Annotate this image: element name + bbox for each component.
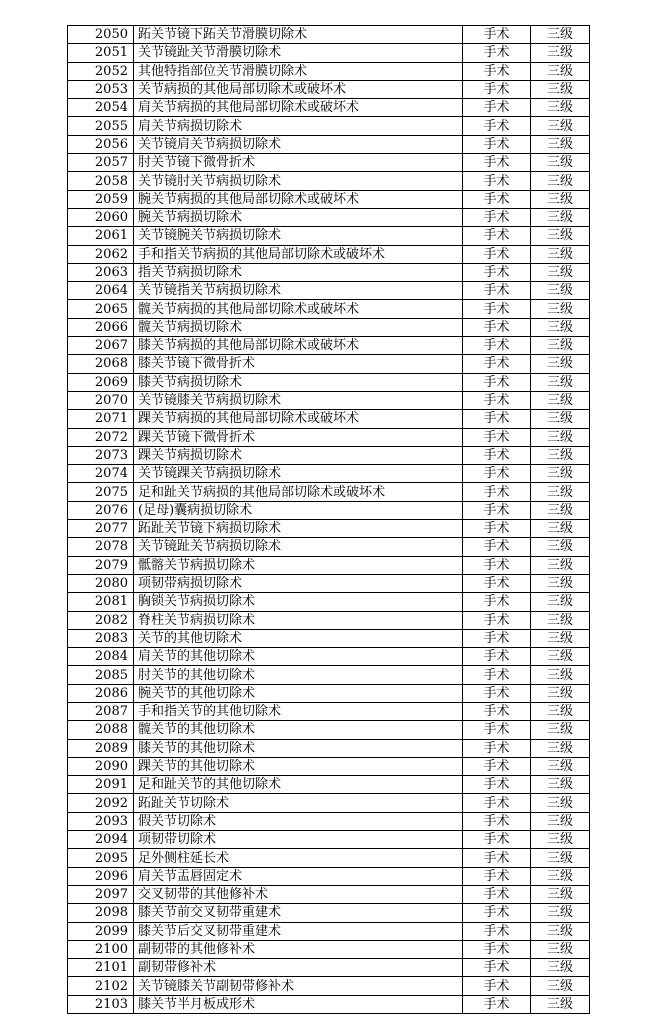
- procedure-name-cell: 跖趾关节镜下病损切除术: [134, 520, 463, 538]
- table-row: [68, 831, 590, 849]
- procedure-type-cell: 手术: [463, 849, 531, 867]
- procedure-name-cell: 肘关节镜下微骨折术: [134, 154, 463, 172]
- row-number-cell: 2059: [68, 190, 134, 208]
- table-row: [68, 794, 590, 812]
- procedure-name-cell: 跖趾关节切除术: [134, 794, 463, 812]
- table-row: [68, 940, 590, 958]
- procedure-name-cell: 关节病损的其他局部切除术或破坏术: [134, 80, 463, 98]
- procedure-level-cell: 三级: [531, 227, 590, 245]
- table-row: [68, 410, 590, 428]
- procedure-name-cell: 踝关节病损切除术: [134, 446, 463, 464]
- procedure-level-cell: 三级: [531, 940, 590, 958]
- procedure-level-cell: 三级: [531, 757, 590, 775]
- procedure-level-cell: 三级: [531, 208, 590, 226]
- procedure-level-cell: 三级: [531, 263, 590, 281]
- procedure-name-cell: 膝关节的其他切除术: [134, 739, 463, 757]
- procedure-level-cell: 三级: [531, 282, 590, 300]
- procedure-level-cell: 三级: [531, 831, 590, 849]
- procedure-level-cell: 三级: [531, 977, 590, 995]
- table-row: [68, 757, 590, 775]
- procedure-name-cell: 关节镜肘关节病损切除术: [134, 172, 463, 190]
- procedure-name-cell: 膝关节镜下微骨折术: [134, 355, 463, 373]
- procedure-type-cell: 手术: [463, 922, 531, 940]
- table-row: [68, 428, 590, 446]
- table-row: [68, 227, 590, 245]
- procedure-name-cell: 足外侧柱延长术: [134, 849, 463, 867]
- procedure-type-cell: 手术: [463, 574, 531, 592]
- row-number-cell: 2063: [68, 263, 134, 281]
- row-number-cell: 2055: [68, 117, 134, 135]
- procedure-name-cell: 关节镜肩关节病损切除术: [134, 135, 463, 153]
- table-row: [68, 867, 590, 885]
- procedure-name-cell: 骶髂关节病损切除术: [134, 556, 463, 574]
- table-row: [68, 648, 590, 666]
- procedure-type-cell: 手术: [463, 995, 531, 1013]
- table-row: [68, 172, 590, 190]
- procedure-type-cell: 手术: [463, 172, 531, 190]
- procedure-type-cell: 手术: [463, 629, 531, 647]
- procedure-level-cell: 三级: [531, 135, 590, 153]
- table-row: [68, 721, 590, 739]
- table-row: [68, 26, 590, 44]
- procedure-type-cell: 手术: [463, 337, 531, 355]
- procedure-name-cell: 髋关节的其他切除术: [134, 721, 463, 739]
- procedure-level-cell: 三级: [531, 501, 590, 519]
- procedure-type-cell: 手术: [463, 282, 531, 300]
- procedure-level-cell: 三级: [531, 648, 590, 666]
- table-row: [68, 300, 590, 318]
- row-number-cell: 2065: [68, 300, 134, 318]
- procedure-type-cell: 手术: [463, 355, 531, 373]
- table-row: [68, 190, 590, 208]
- procedure-name-cell: 肩关节病损的其他局部切除术或破坏术: [134, 99, 463, 117]
- row-number-cell: 2056: [68, 135, 134, 153]
- procedure-type-cell: 手术: [463, 501, 531, 519]
- procedure-type-cell: 手术: [463, 410, 531, 428]
- table-row: [68, 629, 590, 647]
- procedure-type-cell: 手术: [463, 812, 531, 830]
- procedure-type-cell: 手术: [463, 831, 531, 849]
- procedure-type-cell: 手术: [463, 117, 531, 135]
- procedure-name-cell: 膝关节病损的其他局部切除术或破坏术: [134, 337, 463, 355]
- procedure-level-cell: 三级: [531, 373, 590, 391]
- procedure-type-cell: 手术: [463, 483, 531, 501]
- row-number-cell: 2076: [68, 501, 134, 519]
- row-number-cell: 2068: [68, 355, 134, 373]
- table-row: [68, 318, 590, 336]
- procedure-level-cell: 三级: [531, 666, 590, 684]
- table-row: [68, 849, 590, 867]
- procedure-name-cell: 腕关节的其他切除术: [134, 684, 463, 702]
- procedure-name-cell: 手和指关节病损的其他局部切除术或破坏术: [134, 245, 463, 263]
- row-number-cell: 2069: [68, 373, 134, 391]
- procedure-level-cell: 三级: [531, 465, 590, 483]
- row-number-cell: 2053: [68, 80, 134, 98]
- row-number-cell: 2100: [68, 940, 134, 958]
- procedure-name-cell: 踝关节的其他切除术: [134, 757, 463, 775]
- row-number-cell: 2050: [68, 26, 134, 44]
- procedure-level-cell: 三级: [531, 611, 590, 629]
- procedure-type-cell: 手术: [463, 648, 531, 666]
- row-number-cell: 2070: [68, 391, 134, 409]
- procedure-level-cell: 三级: [531, 867, 590, 885]
- row-number-cell: 2079: [68, 556, 134, 574]
- procedure-type-cell: 手术: [463, 593, 531, 611]
- table-row: [68, 593, 590, 611]
- row-number-cell: 2088: [68, 721, 134, 739]
- procedure-level-cell: 三级: [531, 776, 590, 794]
- procedure-level-cell: 三级: [531, 593, 590, 611]
- procedure-level-cell: 三级: [531, 62, 590, 80]
- procedure-name-cell: 副韧带的其他修补术: [134, 940, 463, 958]
- procedure-name-cell: 膝关节前交叉韧带重建术: [134, 904, 463, 922]
- table-row: [68, 80, 590, 98]
- procedure-name-cell: 胸锁关节病损切除术: [134, 593, 463, 611]
- row-number-cell: 2058: [68, 172, 134, 190]
- procedure-type-cell: 手术: [463, 428, 531, 446]
- procedure-name-cell: 跖关节镜下跖关节滑膜切除术: [134, 26, 463, 44]
- procedure-level-cell: 三级: [531, 483, 590, 501]
- procedure-level-cell: 三级: [531, 904, 590, 922]
- row-number-cell: 2081: [68, 593, 134, 611]
- row-number-cell: 2103: [68, 995, 134, 1013]
- procedure-name-cell: 副韧带修补术: [134, 959, 463, 977]
- procedure-level-cell: 三级: [531, 80, 590, 98]
- row-number-cell: 2090: [68, 757, 134, 775]
- procedure-level-cell: 三级: [531, 337, 590, 355]
- row-number-cell: 2097: [68, 885, 134, 903]
- row-number-cell: 2072: [68, 428, 134, 446]
- row-number-cell: 2082: [68, 611, 134, 629]
- table-row: [68, 977, 590, 995]
- procedure-level-cell: 三级: [531, 99, 590, 117]
- procedure-name-cell: 手和指关节的其他切除术: [134, 702, 463, 720]
- procedure-level-cell: 三级: [531, 556, 590, 574]
- procedure-level-cell: 三级: [531, 428, 590, 446]
- procedure-type-cell: 手术: [463, 190, 531, 208]
- procedure-name-cell: 腕关节病损切除术: [134, 208, 463, 226]
- procedure-name-cell: 项韧带切除术: [134, 831, 463, 849]
- procedure-type-cell: 手术: [463, 318, 531, 336]
- table-row: [68, 922, 590, 940]
- procedure-name-cell: 腕关节病损的其他局部切除术或破坏术: [134, 190, 463, 208]
- table-row: [68, 44, 590, 62]
- procedure-type-cell: 手术: [463, 465, 531, 483]
- row-number-cell: 2064: [68, 282, 134, 300]
- procedure-level-cell: 三级: [531, 684, 590, 702]
- procedure-name-cell: 膝关节半月板成形术: [134, 995, 463, 1013]
- procedure-name-cell: 关节镜腕关节病损切除术: [134, 227, 463, 245]
- procedure-level-cell: 三级: [531, 410, 590, 428]
- procedure-type-cell: 手术: [463, 757, 531, 775]
- procedure-type-cell: 手术: [463, 227, 531, 245]
- table-row: [68, 99, 590, 117]
- procedure-name-cell: 肩关节病损切除术: [134, 117, 463, 135]
- procedure-level-cell: 三级: [531, 520, 590, 538]
- table-row: [68, 538, 590, 556]
- table-row: [68, 135, 590, 153]
- procedure-level-cell: 三级: [531, 245, 590, 263]
- row-number-cell: 2052: [68, 62, 134, 80]
- procedure-level-cell: 三级: [531, 922, 590, 940]
- procedure-name-cell: 其他特指部位关节滑膜切除术: [134, 62, 463, 80]
- procedure-level-cell: 三级: [531, 721, 590, 739]
- row-number-cell: 2086: [68, 684, 134, 702]
- procedure-table: [67, 25, 590, 1014]
- row-number-cell: 2077: [68, 520, 134, 538]
- row-number-cell: 2098: [68, 904, 134, 922]
- procedure-type-cell: 手术: [463, 245, 531, 263]
- table-row: [68, 776, 590, 794]
- table-row: [68, 666, 590, 684]
- procedure-name-cell: 关节镜膝关节病损切除术: [134, 391, 463, 409]
- row-number-cell: 2095: [68, 849, 134, 867]
- procedure-type-cell: 手术: [463, 867, 531, 885]
- procedure-type-cell: 手术: [463, 154, 531, 172]
- table-row: [68, 702, 590, 720]
- procedure-name-cell: 关节镜踝关节病损切除术: [134, 465, 463, 483]
- table-row: [68, 684, 590, 702]
- procedure-level-cell: 三级: [531, 702, 590, 720]
- row-number-cell: 2057: [68, 154, 134, 172]
- procedure-level-cell: 三级: [531, 574, 590, 592]
- table-row: [68, 556, 590, 574]
- table-row: [68, 904, 590, 922]
- procedure-name-cell: 踝关节镜下微骨折术: [134, 428, 463, 446]
- procedure-name-cell: 关节镜趾关节滑膜切除术: [134, 44, 463, 62]
- procedure-level-cell: 三级: [531, 995, 590, 1013]
- procedure-type-cell: 手术: [463, 776, 531, 794]
- procedure-type-cell: 手术: [463, 300, 531, 318]
- row-number-cell: 2091: [68, 776, 134, 794]
- table-row: [68, 959, 590, 977]
- table-row: [68, 62, 590, 80]
- procedure-type-cell: 手术: [463, 373, 531, 391]
- procedure-level-cell: 三级: [531, 959, 590, 977]
- procedure-level-cell: 三级: [531, 739, 590, 757]
- procedure-type-cell: 手术: [463, 208, 531, 226]
- procedure-level-cell: 三级: [531, 885, 590, 903]
- table-row: [68, 245, 590, 263]
- row-number-cell: 2094: [68, 831, 134, 849]
- row-number-cell: 2101: [68, 959, 134, 977]
- procedure-name-cell: 髋关节病损切除术: [134, 318, 463, 336]
- row-number-cell: 2099: [68, 922, 134, 940]
- row-number-cell: 2092: [68, 794, 134, 812]
- row-number-cell: 2066: [68, 318, 134, 336]
- procedure-level-cell: 三级: [531, 391, 590, 409]
- table-row: [68, 373, 590, 391]
- row-number-cell: 2087: [68, 702, 134, 720]
- row-number-cell: 2078: [68, 538, 134, 556]
- procedure-name-cell: 项韧带病损切除术: [134, 574, 463, 592]
- table-row: [68, 282, 590, 300]
- procedure-name-cell: 关节镜膝关节副韧带修补术: [134, 977, 463, 995]
- procedure-level-cell: 三级: [531, 154, 590, 172]
- row-number-cell: 2060: [68, 208, 134, 226]
- procedure-type-cell: 手术: [463, 135, 531, 153]
- procedure-name-cell: 脊柱关节病损切除术: [134, 611, 463, 629]
- procedure-type-cell: 手术: [463, 263, 531, 281]
- table-row: [68, 263, 590, 281]
- table-row: [68, 574, 590, 592]
- procedure-name-cell: 膝关节病损切除术: [134, 373, 463, 391]
- procedure-type-cell: 手术: [463, 520, 531, 538]
- procedure-name-cell: 关节镜趾关节病损切除术: [134, 538, 463, 556]
- table-row: [68, 446, 590, 464]
- procedure-type-cell: 手术: [463, 611, 531, 629]
- procedure-level-cell: 三级: [531, 117, 590, 135]
- procedure-type-cell: 手术: [463, 538, 531, 556]
- procedure-name-cell: 肩关节的其他切除术: [134, 648, 463, 666]
- row-number-cell: 2073: [68, 446, 134, 464]
- procedure-type-cell: 手术: [463, 885, 531, 903]
- procedure-name-cell: 肘关节的其他切除术: [134, 666, 463, 684]
- row-number-cell: 2080: [68, 574, 134, 592]
- procedure-type-cell: 手术: [463, 721, 531, 739]
- procedure-level-cell: 三级: [531, 446, 590, 464]
- procedure-level-cell: 三级: [531, 190, 590, 208]
- table-row: [68, 337, 590, 355]
- procedure-level-cell: 三级: [531, 26, 590, 44]
- row-number-cell: 2083: [68, 629, 134, 647]
- table-row: [68, 885, 590, 903]
- procedure-name-cell: 假关节切除术: [134, 812, 463, 830]
- row-number-cell: 2085: [68, 666, 134, 684]
- procedure-level-cell: 三级: [531, 538, 590, 556]
- table-row: [68, 154, 590, 172]
- procedure-level-cell: 三级: [531, 849, 590, 867]
- procedure-name-cell: 足和趾关节病损的其他局部切除术或破坏术: [134, 483, 463, 501]
- procedure-name-cell: 交叉韧带的其他修补术: [134, 885, 463, 903]
- procedure-name-cell: 关节镜指关节病损切除术: [134, 282, 463, 300]
- row-number-cell: 2084: [68, 648, 134, 666]
- procedure-type-cell: 手术: [463, 556, 531, 574]
- table-row: [68, 355, 590, 373]
- procedure-level-cell: 三级: [531, 44, 590, 62]
- table-row: [68, 117, 590, 135]
- row-number-cell: 2054: [68, 99, 134, 117]
- procedure-level-cell: 三级: [531, 318, 590, 336]
- procedure-type-cell: 手术: [463, 794, 531, 812]
- row-number-cell: 2061: [68, 227, 134, 245]
- procedure-type-cell: 手术: [463, 99, 531, 117]
- procedure-name-cell: 关节的其他切除术: [134, 629, 463, 647]
- table-row: [68, 501, 590, 519]
- row-number-cell: 2093: [68, 812, 134, 830]
- table-row: [68, 391, 590, 409]
- table-row: [68, 739, 590, 757]
- procedure-name-cell: 髋关节病损的其他局部切除术或破坏术: [134, 300, 463, 318]
- procedure-name-cell: 踝关节病损的其他局部切除术或破坏术: [134, 410, 463, 428]
- procedure-name-cell: 足和趾关节的其他切除术: [134, 776, 463, 794]
- table-row: [68, 465, 590, 483]
- procedure-type-cell: 手术: [463, 739, 531, 757]
- row-number-cell: 2102: [68, 977, 134, 995]
- procedure-table-body: [68, 26, 590, 1014]
- procedure-type-cell: 手术: [463, 977, 531, 995]
- table-row: [68, 520, 590, 538]
- row-number-cell: 2067: [68, 337, 134, 355]
- row-number-cell: 2075: [68, 483, 134, 501]
- procedure-name-cell: (足母)囊病损切除术: [134, 501, 463, 519]
- procedure-level-cell: 三级: [531, 300, 590, 318]
- procedure-level-cell: 三级: [531, 812, 590, 830]
- table-row: [68, 483, 590, 501]
- procedure-type-cell: 手术: [463, 959, 531, 977]
- procedure-type-cell: 手术: [463, 702, 531, 720]
- procedure-type-cell: 手术: [463, 904, 531, 922]
- row-number-cell: 2096: [68, 867, 134, 885]
- procedure-type-cell: 手术: [463, 391, 531, 409]
- table-row: [68, 208, 590, 226]
- procedure-name-cell: 肩关节盂唇固定术: [134, 867, 463, 885]
- procedure-level-cell: 三级: [531, 172, 590, 190]
- row-number-cell: 2071: [68, 410, 134, 428]
- procedure-type-cell: 手术: [463, 26, 531, 44]
- document-page: [67, 25, 587, 1014]
- procedure-level-cell: 三级: [531, 355, 590, 373]
- row-number-cell: 2051: [68, 44, 134, 62]
- procedure-type-cell: 手术: [463, 446, 531, 464]
- procedure-type-cell: 手术: [463, 80, 531, 98]
- row-number-cell: 2074: [68, 465, 134, 483]
- table-row: [68, 611, 590, 629]
- row-number-cell: 2089: [68, 739, 134, 757]
- procedure-type-cell: 手术: [463, 62, 531, 80]
- procedure-type-cell: 手术: [463, 684, 531, 702]
- procedure-level-cell: 三级: [531, 794, 590, 812]
- table-row: [68, 812, 590, 830]
- table-row: [68, 995, 590, 1013]
- row-number-cell: 2062: [68, 245, 134, 263]
- procedure-type-cell: 手术: [463, 666, 531, 684]
- procedure-level-cell: 三级: [531, 629, 590, 647]
- procedure-name-cell: 膝关节后交叉韧带重建术: [134, 922, 463, 940]
- procedure-name-cell: 指关节病损切除术: [134, 263, 463, 281]
- procedure-type-cell: 手术: [463, 44, 531, 62]
- procedure-type-cell: 手术: [463, 940, 531, 958]
